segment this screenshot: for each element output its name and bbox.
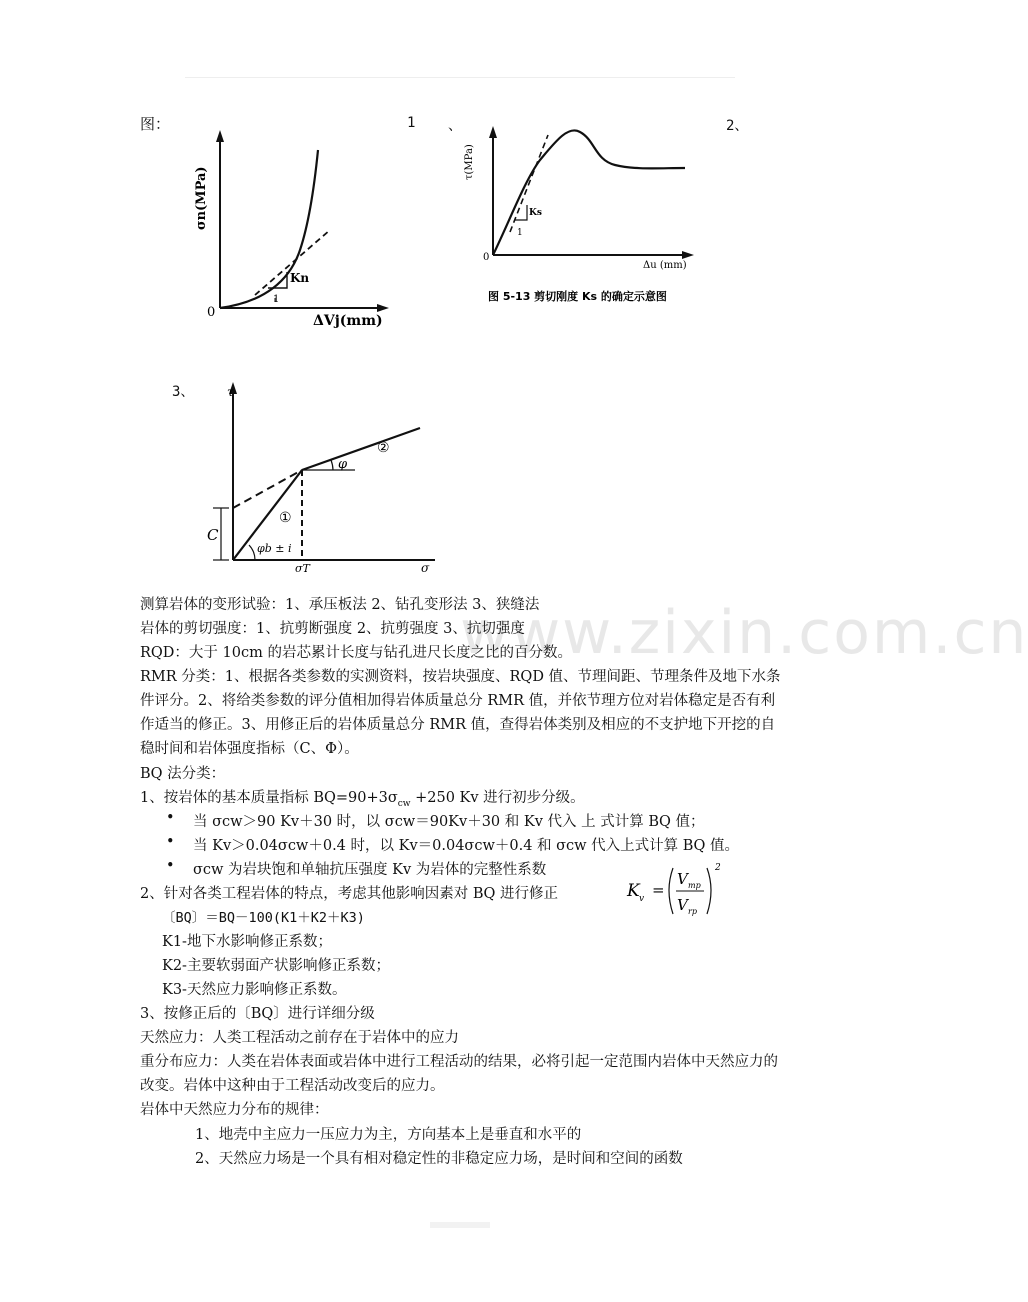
fig3-line2-label: ② xyxy=(377,440,390,456)
bullet-dot: • xyxy=(166,834,175,850)
k2-definition: K2-主要软弱面产状影响修正系数； xyxy=(162,958,390,974)
formula-lhs: K xyxy=(627,881,640,901)
fig3-y-axis-label: τ xyxy=(227,385,234,399)
figure-1-normal-stiffness xyxy=(195,130,395,340)
footer-mark xyxy=(430,1222,490,1228)
fig3-x-axis-label: σ xyxy=(421,561,430,575)
formula-den: V xyxy=(677,896,688,914)
redistributed-stress-definition: 重分布应力：人类在岩体表面或岩体中进行工程活动的结果，必将引起一定范围内岩体中天然应力的改变。岩体中这种由于工程活动改变后的应力。 xyxy=(140,1054,778,1094)
formula-num-sub: mp xyxy=(688,881,701,890)
fig3-line1-label: ① xyxy=(279,510,292,526)
figure-number-1: 1 xyxy=(407,115,416,131)
figure-separator: 、 xyxy=(448,118,462,134)
bq-correction-formula: 〔BQ〕＝BQ－100(K1＋K2＋K3) xyxy=(162,910,365,926)
natural-stress-definition: 天然应力：人类工程活动之前存在于岩体中的应力 xyxy=(140,1030,459,1046)
fig2-origin: 0 xyxy=(483,252,490,263)
bq-step-3: 3、按修正后的〔BQ〕进行详细分级 xyxy=(140,1006,375,1022)
law-title: 岩体中天然应力分布的规律： xyxy=(140,1102,329,1118)
fig3-angle-label: φb ± i xyxy=(257,542,292,555)
k1-definition: K1-地下水影响修正系数； xyxy=(162,934,332,950)
fig2-k-label: Ks xyxy=(529,208,542,218)
fig2-one-label: 1 xyxy=(517,228,523,238)
header-rule xyxy=(185,77,735,78)
figure-number-3: 3、 xyxy=(172,384,195,400)
bq-title: BQ 法分类： xyxy=(140,766,226,782)
k3-definition: K3-天然应力影响修正系数。 xyxy=(162,982,347,998)
law-1: 1、地壳中主应力一压应力为主，方向基本上是垂直和水平的 xyxy=(195,1127,582,1143)
bullet-dot: • xyxy=(166,858,175,874)
fig2-x-axis-label: Δu (mm) xyxy=(643,260,687,271)
shear-strength-line: 岩体的剪切强度：1、抗剪断强度 2、抗剪强度 3、抗切强度 xyxy=(140,621,525,637)
deformation-test-line: 测算岩体的变形试验：1、承压板法 2、钻孔变形法 3、狭缝法 xyxy=(140,597,540,613)
bq-step-1: 1、按岩体的基本质量指标 $BQ=90+3\sigma_{cw} +250$ Kv 进行初步分级。 xyxy=(140,790,585,809)
rqd-line: RQD：大于 10cm 的岩芯累计长度与钻孔进尺长度之比的百分数。 xyxy=(140,645,572,661)
figure-number-2: 2、 xyxy=(726,118,749,134)
figure-2-shear-stiffness xyxy=(464,120,720,315)
fig2-y-axis-label: τ(MPa) xyxy=(464,144,475,180)
watermark: www.zixin.com.cn xyxy=(460,598,1028,668)
rmr-paragraph: RMR 分类：1、根据各类参数的实测资料，按岩块强度、RQD 值、节理间距、节理条件及地下水条件评分。2、将给类参数的评分值相加得岩体质量总分 RMR 值，并依节理方位对岩体稳定是否有利作适当的修正。3、用修正后的岩体质量总分 RMR 值，查得岩体类别及相应的不支护地下开挖的自稳时间和岩体强度指标（C、Φ）。 xyxy=(140,669,781,757)
figure-3-shear-strength xyxy=(205,380,445,575)
kv-formula xyxy=(625,860,730,920)
bullet-dot: • xyxy=(166,810,175,826)
fig3-phi-label: φ xyxy=(338,457,348,472)
fig1-one-label: 1 xyxy=(273,294,280,305)
fig3-sigma-t: σT xyxy=(295,562,310,575)
fig1-y-axis-label: σn(MPa) xyxy=(194,166,209,230)
formula-num: V xyxy=(677,870,688,888)
law-2: 2、天然应力场是一个具有相对稳定性的非稳定应力场，是时间和空间的函数 xyxy=(195,1151,683,1167)
fig1-origin: 0 xyxy=(207,305,216,320)
formula-exponent: 2 xyxy=(715,863,721,873)
fig3-c-label: C xyxy=(207,526,219,544)
svg-text:=: = xyxy=(652,881,665,899)
bq-condition-2: 当 Kv＞0.04σcw＋0.4 时，以 Kv＝0.04σcw＋0.4 和 σcw 代入上式计算 BQ 值。 xyxy=(193,838,739,854)
bq-definitions: σcw 为岩块饱和单轴抗压强度 Kv 为岩体的完整性系数 xyxy=(193,862,547,878)
formula-den-sub: rp xyxy=(688,907,697,916)
bq-condition-1: 当 σcw＞90 Kv＋30 时，以 σcw＝90Kv＋30 和 Kv 代入 上 式计算 BQ 值； xyxy=(193,814,705,830)
fig1-k-label: Kn xyxy=(290,271,310,285)
fig1-x-axis-label: ΔVj(mm) xyxy=(313,313,383,329)
formula-lhs-sub: v xyxy=(639,894,645,904)
bq-step-2: 2、针对各类工程岩体的特点，考虑其他影响因素对 BQ 进行修正 xyxy=(140,886,558,902)
figure-label: 图： xyxy=(140,115,171,133)
fig2-caption: 图 5-13 剪切刚度 Ks 的确定示意图 xyxy=(488,290,667,303)
